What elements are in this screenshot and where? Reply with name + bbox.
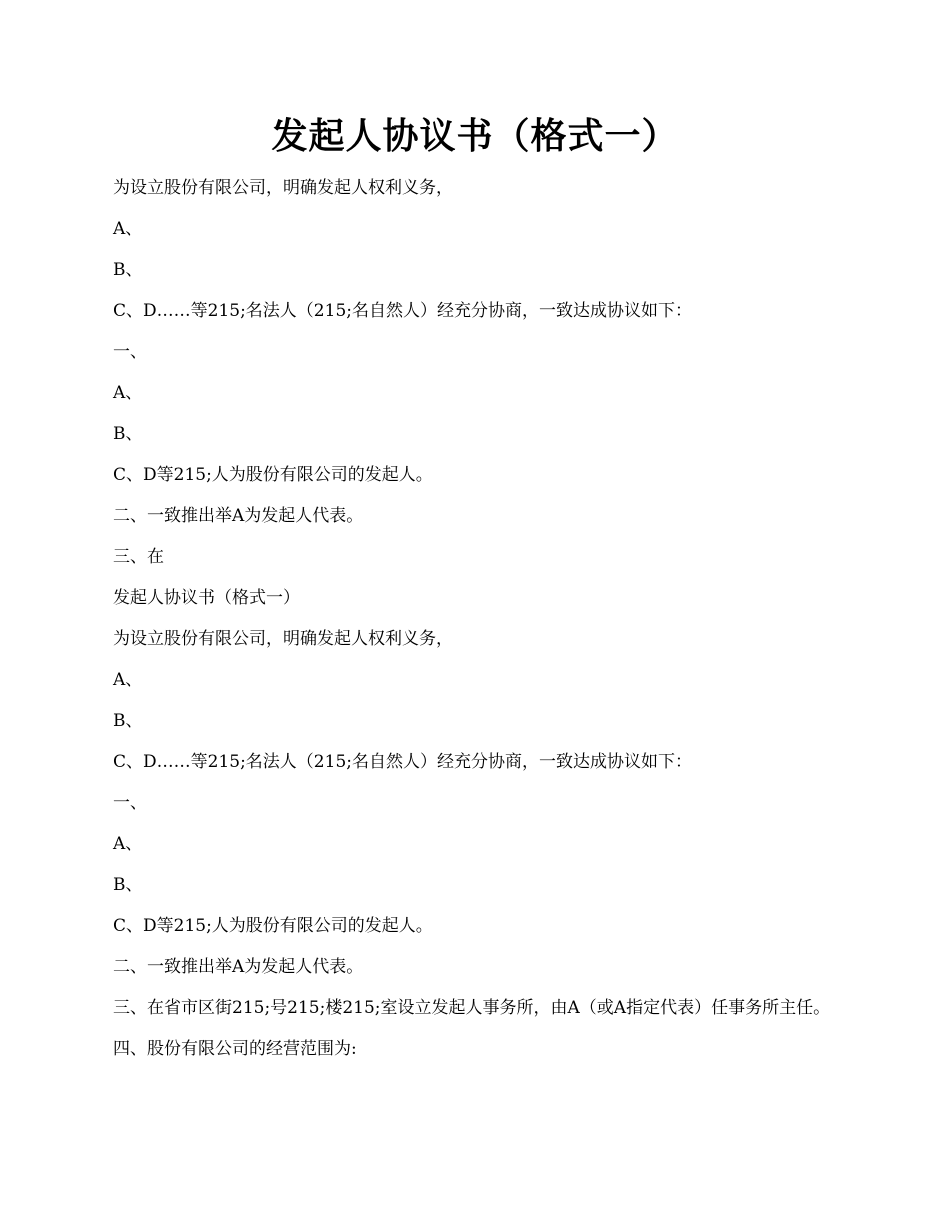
paragraph-12: 为设立股份有限公司，明确发起人权利义务， xyxy=(113,629,453,649)
paragraph-9: 二、一致推出举A为发起人代表。 xyxy=(113,506,364,526)
paragraph-18: B、 xyxy=(113,875,143,895)
paragraph-14: B、 xyxy=(113,711,143,731)
document-body xyxy=(113,178,841,1080)
paragraph-11: 发起人协议书（格式一） xyxy=(113,588,300,608)
paragraph-20: 二、一致推出举A为发起人代表。 xyxy=(113,957,364,977)
paragraph-7: B、 xyxy=(113,424,143,444)
paragraph-3: B、 xyxy=(113,260,143,280)
paragraph-10: 三、在 xyxy=(113,547,164,567)
document-title: 发起人协议书（格式一） xyxy=(271,115,679,157)
paragraph-22: 四、股份有限公司的经营范围为: xyxy=(113,1039,357,1059)
paragraph-16: 一、 xyxy=(113,793,147,813)
paragraph-6: A、 xyxy=(113,383,143,403)
paragraph-1: 为设立股份有限公司，明确发起人权利义务， xyxy=(113,178,453,198)
paragraph-17: A、 xyxy=(113,834,143,854)
paragraph-19: C、D等215;人为股份有限公司的发起人。 xyxy=(113,916,433,936)
paragraph-13: A、 xyxy=(113,670,143,690)
paragraph-15: C、D……等215;名法人（215;名自然人）经充分协商，一致达成协议如下： xyxy=(113,752,692,772)
paragraph-8: C、D等215;人为股份有限公司的发起人。 xyxy=(113,465,433,485)
paragraph-2: A、 xyxy=(113,219,143,239)
paragraph-5: 一、 xyxy=(113,342,147,362)
paragraph-21: 三、在省市区街215;号215;楼215;室设立发起人事务所，由A（或A指定代表）任事务所主任。 xyxy=(113,998,831,1018)
paragraph-4: C、D……等215;名法人（215;名自然人）经充分协商，一致达成协议如下： xyxy=(113,301,692,321)
